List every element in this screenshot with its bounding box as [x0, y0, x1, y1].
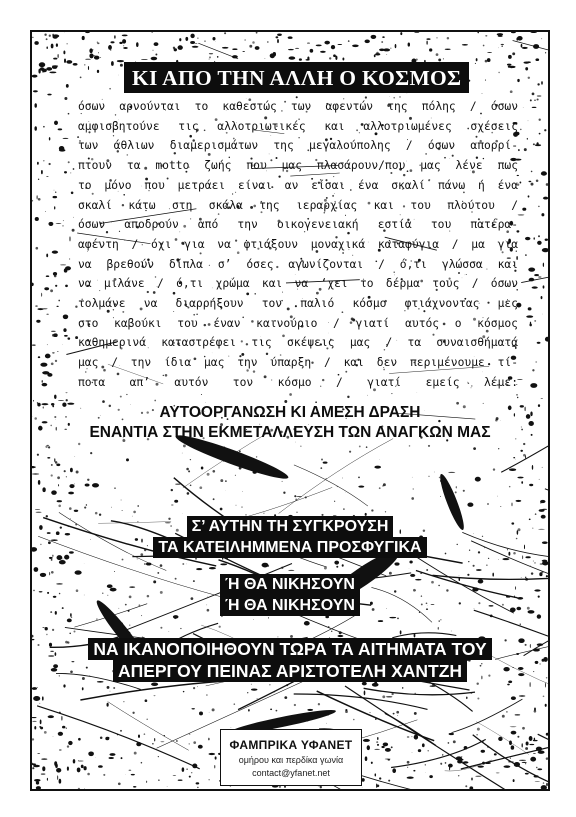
body-line: σκαλί κάτω στη σκάλα της ιεραρχίας και του πλούτου /	[78, 198, 518, 212]
body-text	[78, 97, 518, 393]
body-line: να μιλάνε / ό,τι χρώμα και να ‘χει το δέρμα τους / όσων	[78, 277, 518, 291]
body-line: να βρεθούν δίπλα σ’ όσες αγωνίζονται / ό,τι γλώσσα και	[78, 257, 518, 271]
body-line: στο καβούκι του έναν καινούριο / γιατί αυτός ο κόσμος	[78, 316, 518, 330]
poster-content	[32, 32, 548, 789]
body-line: ποτα απ’ αυτόν τον κόσμο / γιατί εμείς λέμε:	[78, 375, 518, 389]
footer-org-name: ΦΑΜΠΡΙΚΑ ΥΦΑΝΕΤ	[229, 738, 353, 752]
footer-contact-box	[220, 729, 362, 786]
body-line: πτουν τα motto ζωής που μας πλασάρουν/που μας λένε πως	[78, 159, 518, 173]
victory-block	[32, 574, 548, 616]
conflict-line-1: Σ’ ΑΥΤΗΝ ΤΗ ΣΥΓΚΡΟΥΣΗ	[187, 516, 394, 537]
body-line: των άθλιων διαμερισμάτων της μεγαλούπολης / όσων απορρί-	[78, 139, 518, 153]
footer-address: ομήρου και περδίκα γωνία	[238, 755, 344, 765]
victory-line-2: Ή ΘΑ ΝΙΚΗΣΟΥΝ	[220, 595, 360, 616]
conflict-block	[32, 516, 548, 558]
body-line: αμφισβητούνε τις αλλοτριωτικές και αλλοτριωμένες σχέσεις	[78, 119, 518, 133]
demands-line-1: ΝΑ ΙΚΑΝΟΠΟΙΗΘΟΥΝ ΤΩΡΑ ΤΑ ΑΙΤΗΜΑΤΑ ΤΟΥ	[88, 638, 491, 660]
conflict-line-2: ΤΑ ΚΑΤΕΙΛΗΜΜΕΝΑ ΠΡΟΣΦΥΓΙΚΑ	[153, 537, 426, 558]
body-line: καθημερινά καταστρέφει τις σκέψεις μας / τα συναισθήματά	[78, 336, 518, 350]
body-line: αφέντη / όχι για να φτιάξουν μοναχικά καταφύγια / μα για	[78, 237, 518, 251]
demands-line-2: ΑΠΕΡΓΟΥ ΠΕΙΝΑΣ ΑΡΙΣΤΟΤΕΛΗ ΧΑΝΤΖΗ	[113, 660, 467, 682]
body-line: όσων αρνούνται το καθεστώς των αφεντών της πόλης / όσων	[78, 100, 518, 113]
poster	[30, 30, 550, 791]
demands-block	[32, 638, 548, 682]
body-line: όσων αποδρούν από την οικογενειακή εστία του πατέρα-	[78, 218, 518, 232]
body-line: τολμάνε να διαρρήξουν τον παλιό κόσμο φτιάχνοντας μες	[78, 297, 518, 311]
poster-title: ΚΙ ΑΠΟ ΤΗΝ ΑΛΛΗ Ο ΚΟΣΜΟΣ	[124, 62, 469, 93]
body-line: το μόνο που μετράει είναι αν είσαι ένα σκαλί πάνω ή ένα	[78, 178, 518, 192]
slogan-line-1: ΑΥΤΟΟΡΓΑΝΩΣΗ ΚΙ ΑΜΕΣΗ ΔΡΑΣΗ	[159, 404, 421, 421]
footer-email: contact@yfanet.net	[252, 768, 330, 778]
body-line: μας / την ίδια μας την ύπαρξη / και δεν περιμένουμε τί-	[78, 356, 518, 370]
victory-line-1: Ή ΘΑ ΝΙΚΗΣΟΥΝ	[220, 574, 360, 595]
slogan-line-2: ΕΝΑΝΤΙΑ ΣΤΗΝ ΕΚΜΕΤΑΛΛΕΥΣΗ ΤΩΝ ΑΝΑΓΚΩΝ ΜΑΣ	[89, 424, 491, 441]
